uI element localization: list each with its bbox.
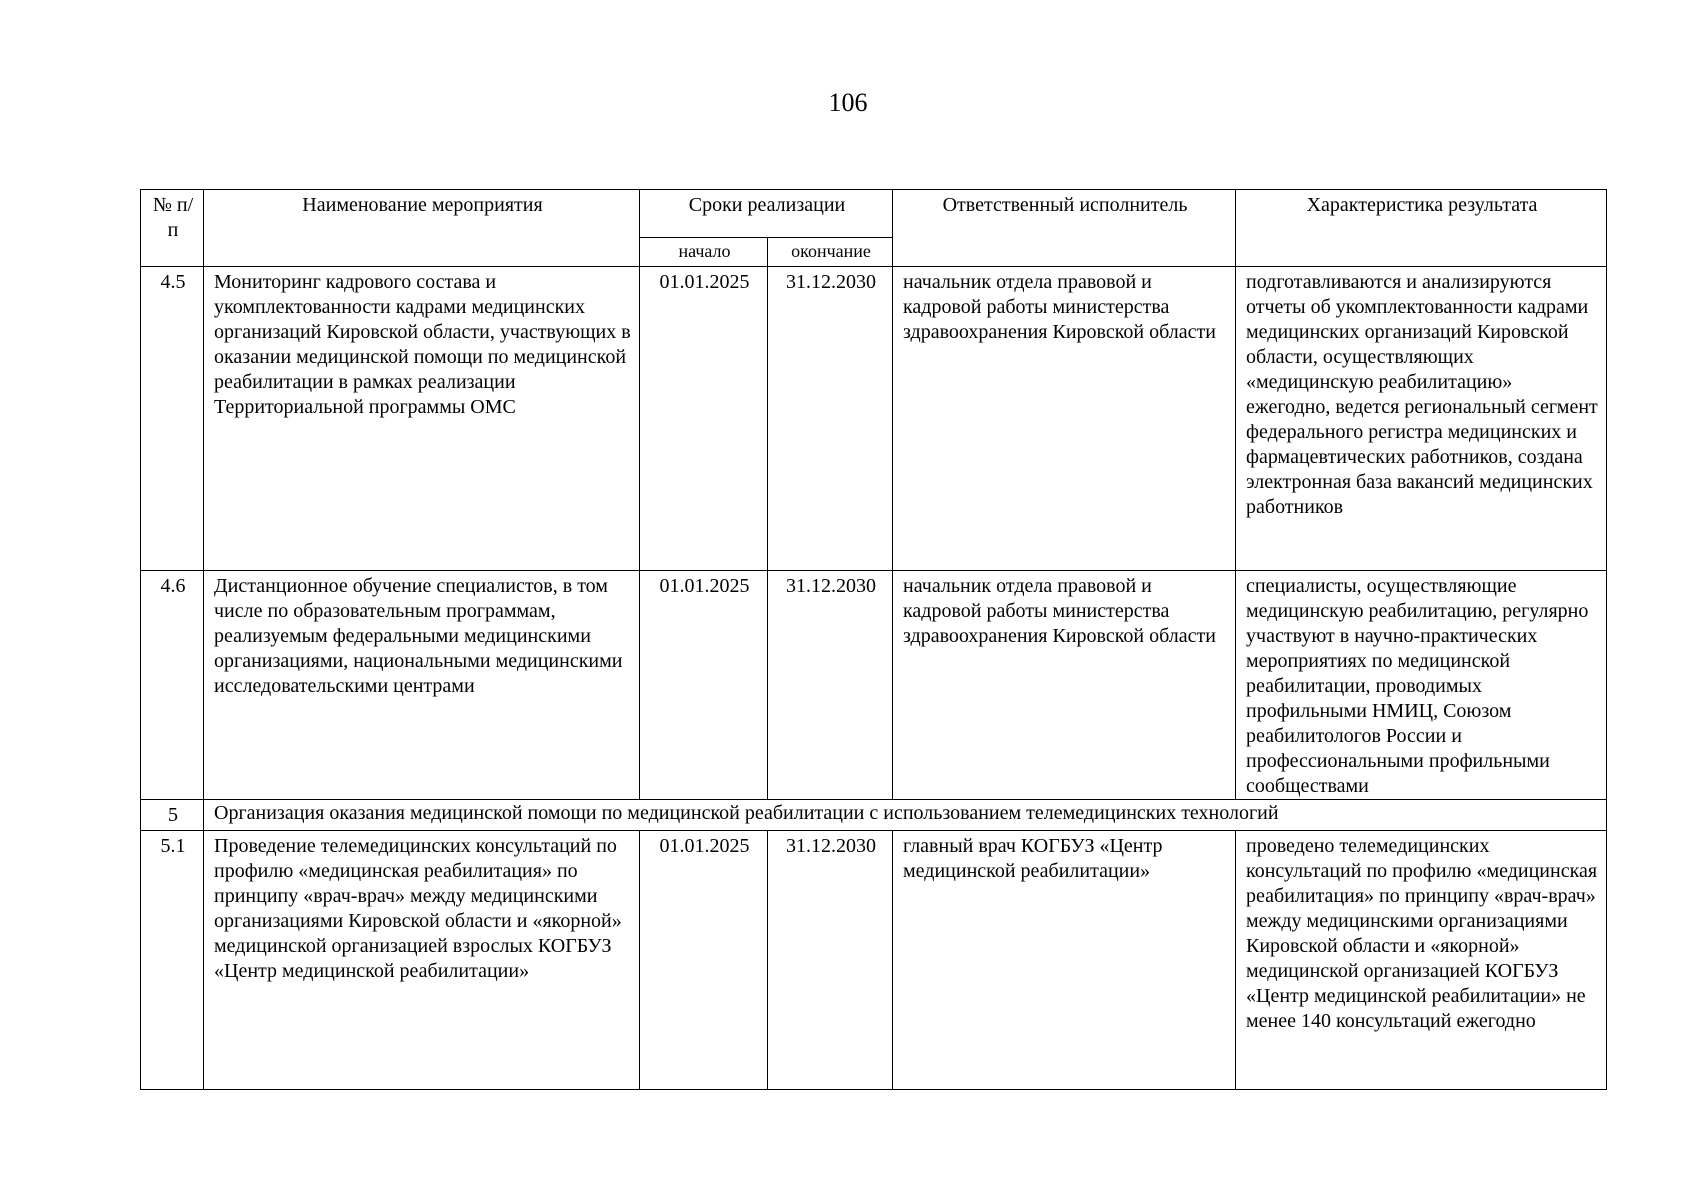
measure-name: Мониторинг кадрового состава и укомплектованности кадрами медицинских организаций Кировской области, участвующих в оказании медицинской помощи по медицинской реабилитации в рамках реализации Территориальной программы ОМС (204, 267, 640, 571)
section-title: Организация оказания медицинской помощи по медицинской реабилитации с использованием телемедицинских технологий (204, 800, 1607, 831)
end-date: 31.12.2030 (768, 571, 893, 800)
result: проведено телемедицинских консультаций по профилю «медицинская реабилитация» по принципу «врач-врач» между медицинскими организациями Кировской области и «якорной» медицинской организацией КОГБУЗ «Центр медицинской реабилитации» не менее 140 консультаций ежегодно (1236, 831, 1607, 1090)
header-terms: Сроки реализации (640, 190, 893, 238)
end-date: 31.12.2030 (768, 267, 893, 571)
header-start: начало (640, 238, 768, 267)
header-row (141, 190, 1607, 238)
header-num: № п/п (141, 190, 204, 267)
page-number: 106 (828, 88, 868, 117)
table-row (141, 571, 1607, 800)
result: специалисты, осуществляющие медицинскую реабилитацию, регулярно участвуют в научно-практических мероприятиях по медицинской реабилитации, проводимых профильными НМИЦ, Союзом реабилитологов России и профессиональными профильными сообществами (1236, 571, 1607, 800)
result: подготавливаются и анализируются отчеты об укомплектованности кадрами медицинских организаций Кировской области, осуществляющих «медицинскую реабилитацию» ежегодно, ведется региональный сегмент федерального регистра медицинских и фармацевтических работников, создана электронная база вакансий медицинских работников (1236, 267, 1607, 571)
row-number: 5.1 (141, 831, 204, 1090)
measure-name: Дистанционное обучение специалистов, в том числе по образовательным программам, реализуемым федеральными медицинскими организациями, национальными медицинскими исследовательскими центрами (204, 571, 640, 800)
section-row (141, 800, 1607, 831)
header-name: Наименование мероприятия (204, 190, 640, 267)
end-date: 31.12.2030 (768, 831, 893, 1090)
responsible: главный врач КОГБУЗ «Центр медицинской реабилитации» (893, 831, 1236, 1090)
row-number: 4.6 (141, 571, 204, 800)
start-date: 01.01.2025 (640, 571, 768, 800)
header-end: окончание (768, 238, 893, 267)
header-result: Характеристика результата (1236, 190, 1607, 267)
responsible: начальник отдела правовой и кадровой работы министерства здравоохранения Кировской области (893, 267, 1236, 571)
header-responsible: Ответственный исполнитель (893, 190, 1236, 267)
row-number: 4.5 (141, 267, 204, 571)
responsible: начальник отдела правовой и кадровой работы министерства здравоохранения Кировской области (893, 571, 1236, 800)
table-row (141, 267, 1607, 571)
measures-table (140, 189, 1607, 1090)
measure-name: Проведение телемедицинских консультаций по профилю «медицинская реабилитация» по принципу «врач-врач» между медицинскими организациями Кировской области и «якорной» медицинской организацией взрослых КОГБУЗ «Центр медицинской реабилитации» (204, 831, 640, 1090)
start-date: 01.01.2025 (640, 267, 768, 571)
section-number: 5 (141, 800, 204, 831)
table-row (141, 831, 1607, 1090)
start-date: 01.01.2025 (640, 831, 768, 1090)
